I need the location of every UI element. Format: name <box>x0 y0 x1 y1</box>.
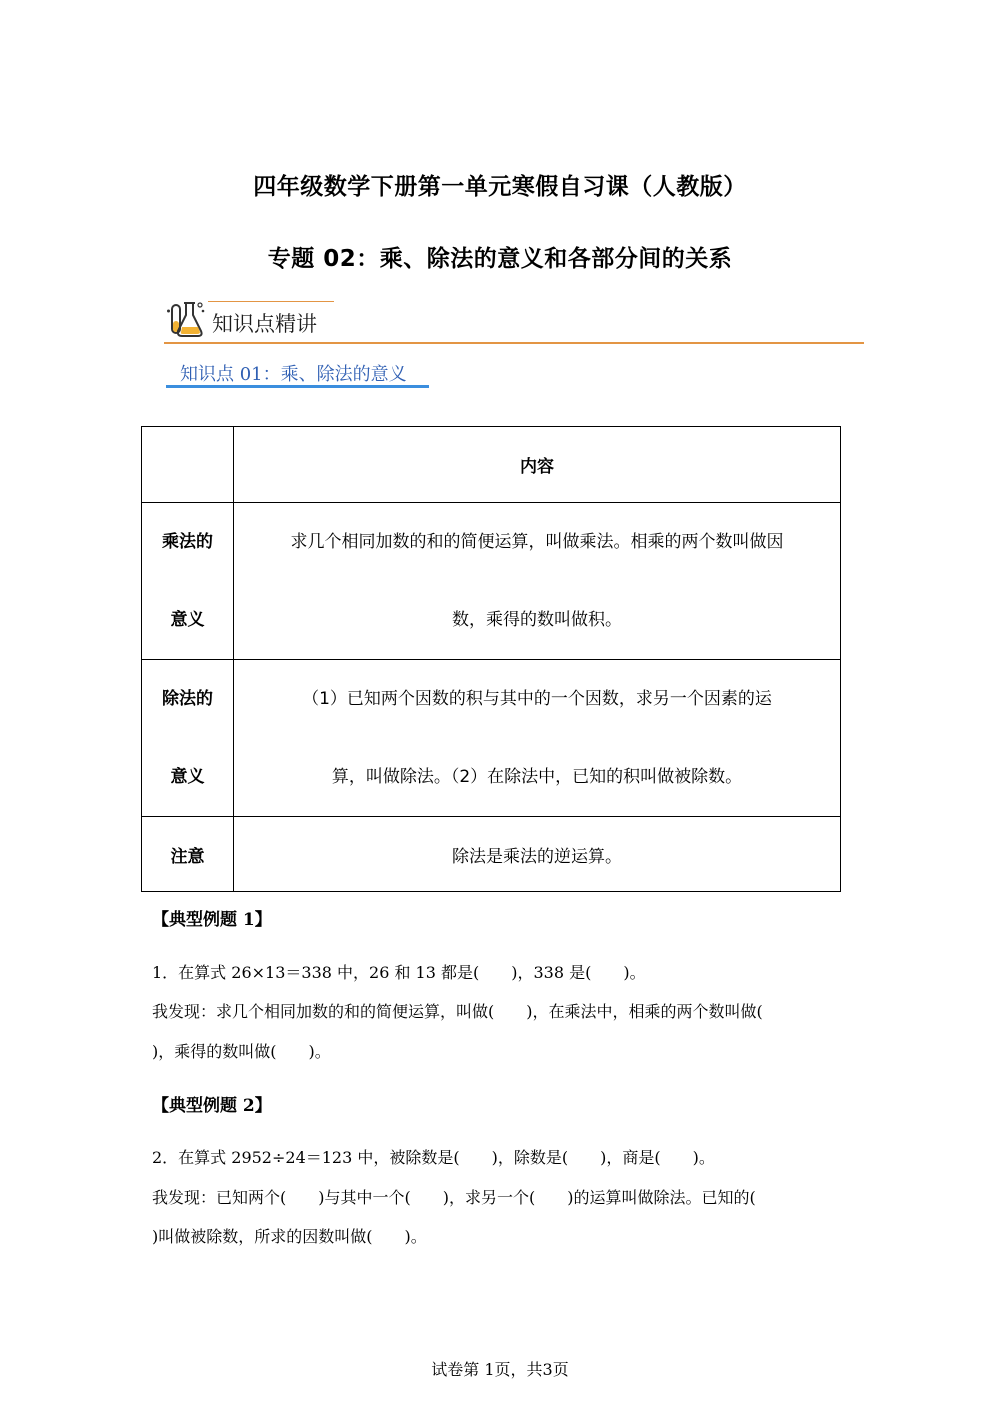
table-header-cell-empty <box>142 427 234 503</box>
row-label <box>142 503 234 660</box>
banner-rule <box>164 342 864 344</box>
knowledge-point-underline <box>166 385 429 388</box>
row-content-line: 算，叫做除法。（2）在除法中，已知的积叫做被除数。 <box>331 767 743 787</box>
banner-label: 知识点精讲 <box>212 312 317 336</box>
row-content-line: （1）已知两个因数的积与其中的一个因数，求另一个因素的运 <box>302 689 772 709</box>
knowledge-table <box>141 426 841 892</box>
flask-icon <box>166 299 206 341</box>
example-question: 2．在算式 2952÷24＝123 中，被除数是( )，除数是( )，商是( )。 <box>152 1148 715 1167</box>
row-label-line: 意义 <box>170 767 205 787</box>
example-title: 【典型例题 2】 <box>152 1096 272 1116</box>
table-header-row <box>142 427 841 503</box>
table-row <box>142 817 841 892</box>
row-label <box>142 660 234 817</box>
row-label: 注意 <box>142 817 234 892</box>
example-finding: 我发现：已知两个( )与其中一个( )，求另一个( )的运算叫做除法。已知的( <box>152 1188 756 1207</box>
banner-top-rule <box>208 301 334 302</box>
row-content-line: 数，乘得的数叫做积。 <box>452 610 622 630</box>
row-label-line: 乘法的 <box>162 532 213 552</box>
row-content <box>234 503 841 660</box>
table-row <box>142 660 841 817</box>
table-row <box>142 503 841 660</box>
example-finding: 我发现：求几个相同加数的和的简便运算，叫做( )，在乘法中，相乘的两个数叫做( <box>152 1002 763 1021</box>
table-header-cell-content: 内容 <box>234 427 841 503</box>
example-finding-cont: )叫做被除数，所求的因数叫做( )。 <box>152 1227 427 1246</box>
example-question: 1．在算式 26×13＝338 中，26 和 13 都是( )，338 是( )。 <box>152 963 646 982</box>
document-subtitle: 专题 02：乘、除法的意义和各部分间的关系 <box>267 246 733 272</box>
example-finding-cont: )，乘得的数叫做( )。 <box>152 1042 331 1061</box>
row-content-line: 求几个相同加数的和的简便运算，叫做乘法。相乘的两个数叫做因 <box>290 532 784 552</box>
page-footer: 试卷第 1页，共3页 <box>431 1360 569 1379</box>
row-label-line: 除法的 <box>162 689 213 709</box>
knowledge-point-heading: 知识点 01：乘、除法的意义 <box>180 364 407 385</box>
document-title: 四年级数学下册第一单元寒假自习课（人教版） <box>253 174 747 200</box>
row-content <box>234 660 841 817</box>
example-title: 【典型例题 1】 <box>152 910 272 930</box>
section-banner <box>164 298 864 344</box>
row-content: 除法是乘法的逆运算。 <box>234 817 841 892</box>
row-label-line: 意义 <box>170 610 205 630</box>
